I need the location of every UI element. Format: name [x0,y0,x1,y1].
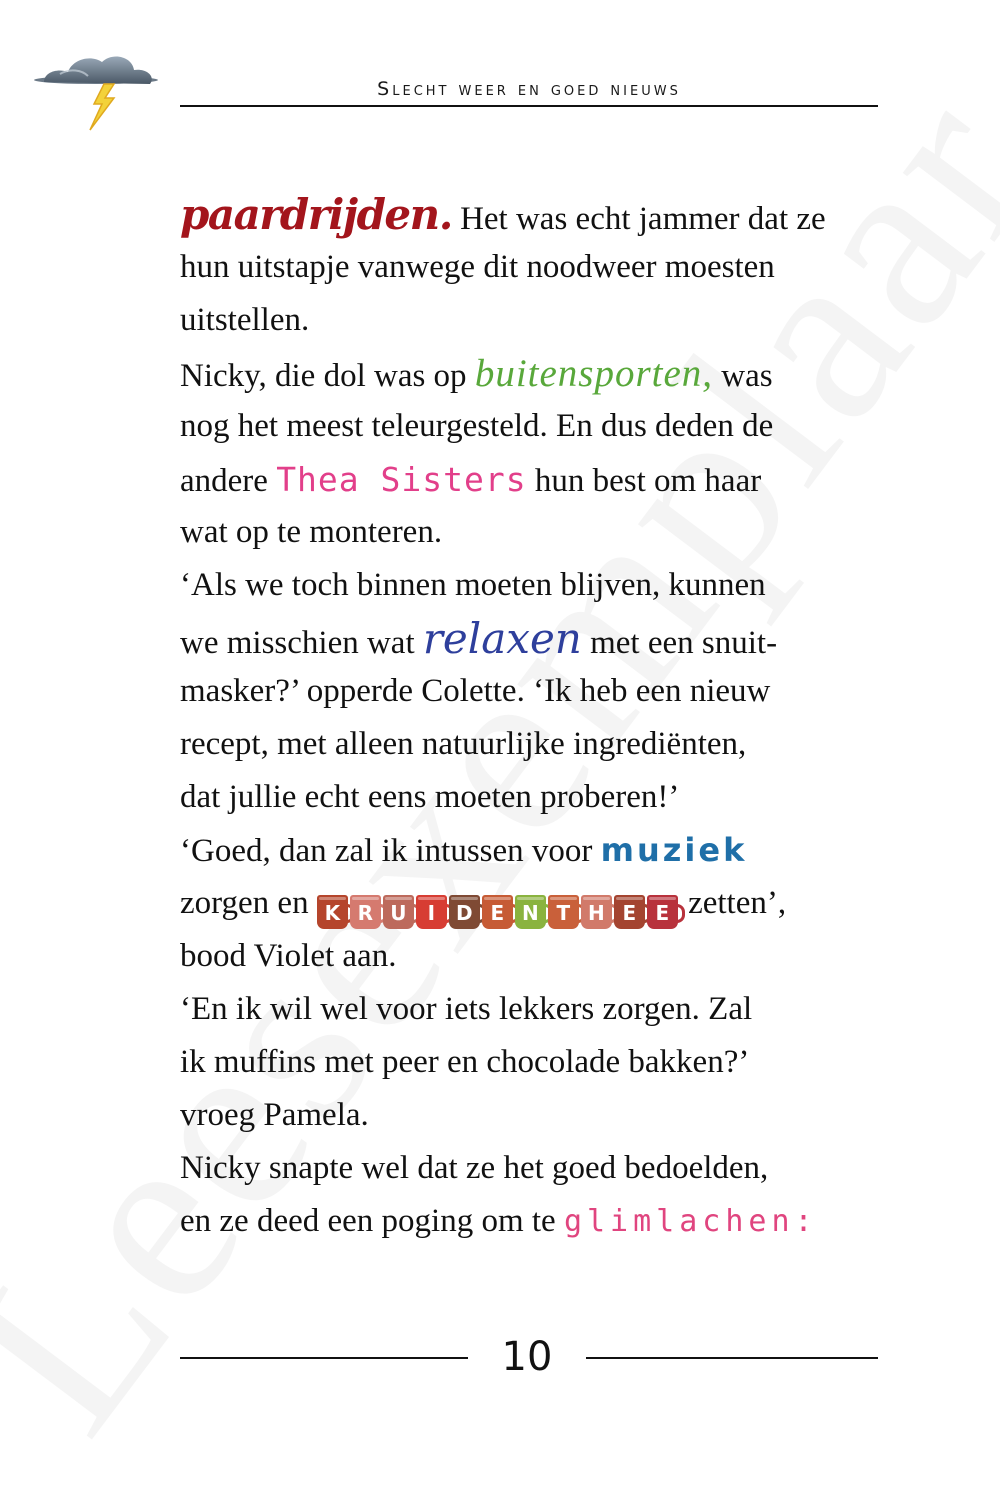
mug-letter: H [581,895,612,929]
line-text: we misschien wat [180,625,423,661]
header-rule [180,105,878,107]
mug-letter: E [614,895,645,929]
running-head: Slecht weer en goed nieuws [377,78,681,100]
line-text: Het was echt jammer dat ze [451,201,826,237]
mug-letter: D [449,895,480,929]
styled-word-muziek: muziek [600,831,748,869]
line-text: was [713,358,773,394]
line-text: en ze deed een poging om te [180,1203,564,1239]
text-line: Nicky snapte wel dat ze het goed bedoelden, [180,1150,769,1186]
mug-letter: E [482,895,513,929]
footer-rule-left [180,1357,468,1359]
line-text: hun best om haar [526,463,762,499]
line-text: andere [180,463,277,499]
mug-letter: T [548,895,579,929]
text-line [180,188,880,241]
mug-letter: I [416,895,447,929]
mug-letter: U [383,895,414,929]
mug-letter: R [350,895,381,929]
line-text: met een snuit- [581,625,778,661]
text-line: masker?’ opperde Colette. ‘Ik heb een nieuw [180,673,771,709]
mug-letter: E [647,895,678,929]
storm-cloud-lightning-icon [30,42,162,134]
text-line [180,1195,880,1248]
footer-rule-right [586,1357,878,1359]
text-line: ‘En ik wil wel voor iets lekkers zorgen. Zal [180,991,753,1027]
text-line [180,612,880,665]
line-text: Nicky, die dol was op [180,358,475,394]
mug-letter: N [515,895,546,929]
styled-word-relaxen: relaxen [422,614,582,663]
styled-word-glimlachen: glimlachen: [563,1204,818,1239]
text-line: uitstellen. [180,302,310,338]
text-line [180,877,880,930]
text-line: bood Violet aan. [180,938,397,974]
text-line: ik muffins met peer en chocolade bakken?’ [180,1044,750,1080]
line-text: zorgen en [180,885,317,921]
line-text: ‘Goed, dan zal ik intussen voor [180,833,601,869]
styled-word-paardrijden: paardrijden. [180,190,452,239]
text-line: vroeg Pamela. [180,1097,369,1133]
text-line: dat jullie echt eens moeten proberen!’ [180,779,680,815]
text-line: wat op te monteren. [180,514,443,550]
text-line: nog het meest teleurgesteld. En dus deden de [180,408,774,444]
styled-word-thea-sisters: Thea Sisters [276,460,527,499]
text-line [180,453,880,506]
text-line: recept, met alleen natuurlijke ingrediënten, [180,726,747,762]
styled-word-buitensporten: buitensporten, [474,352,714,395]
body-text [180,188,880,1248]
text-line: hun uitstapje vanwege dit noodweer moesten [180,249,775,285]
page-number: 10 [501,1334,553,1380]
mug-letter: K [317,895,348,929]
text-line: ‘Als we toch binnen moeten blijven, kunnen [180,567,766,603]
line-text: zetten’, [679,885,787,921]
text-line [180,347,880,400]
text-line [180,824,880,877]
